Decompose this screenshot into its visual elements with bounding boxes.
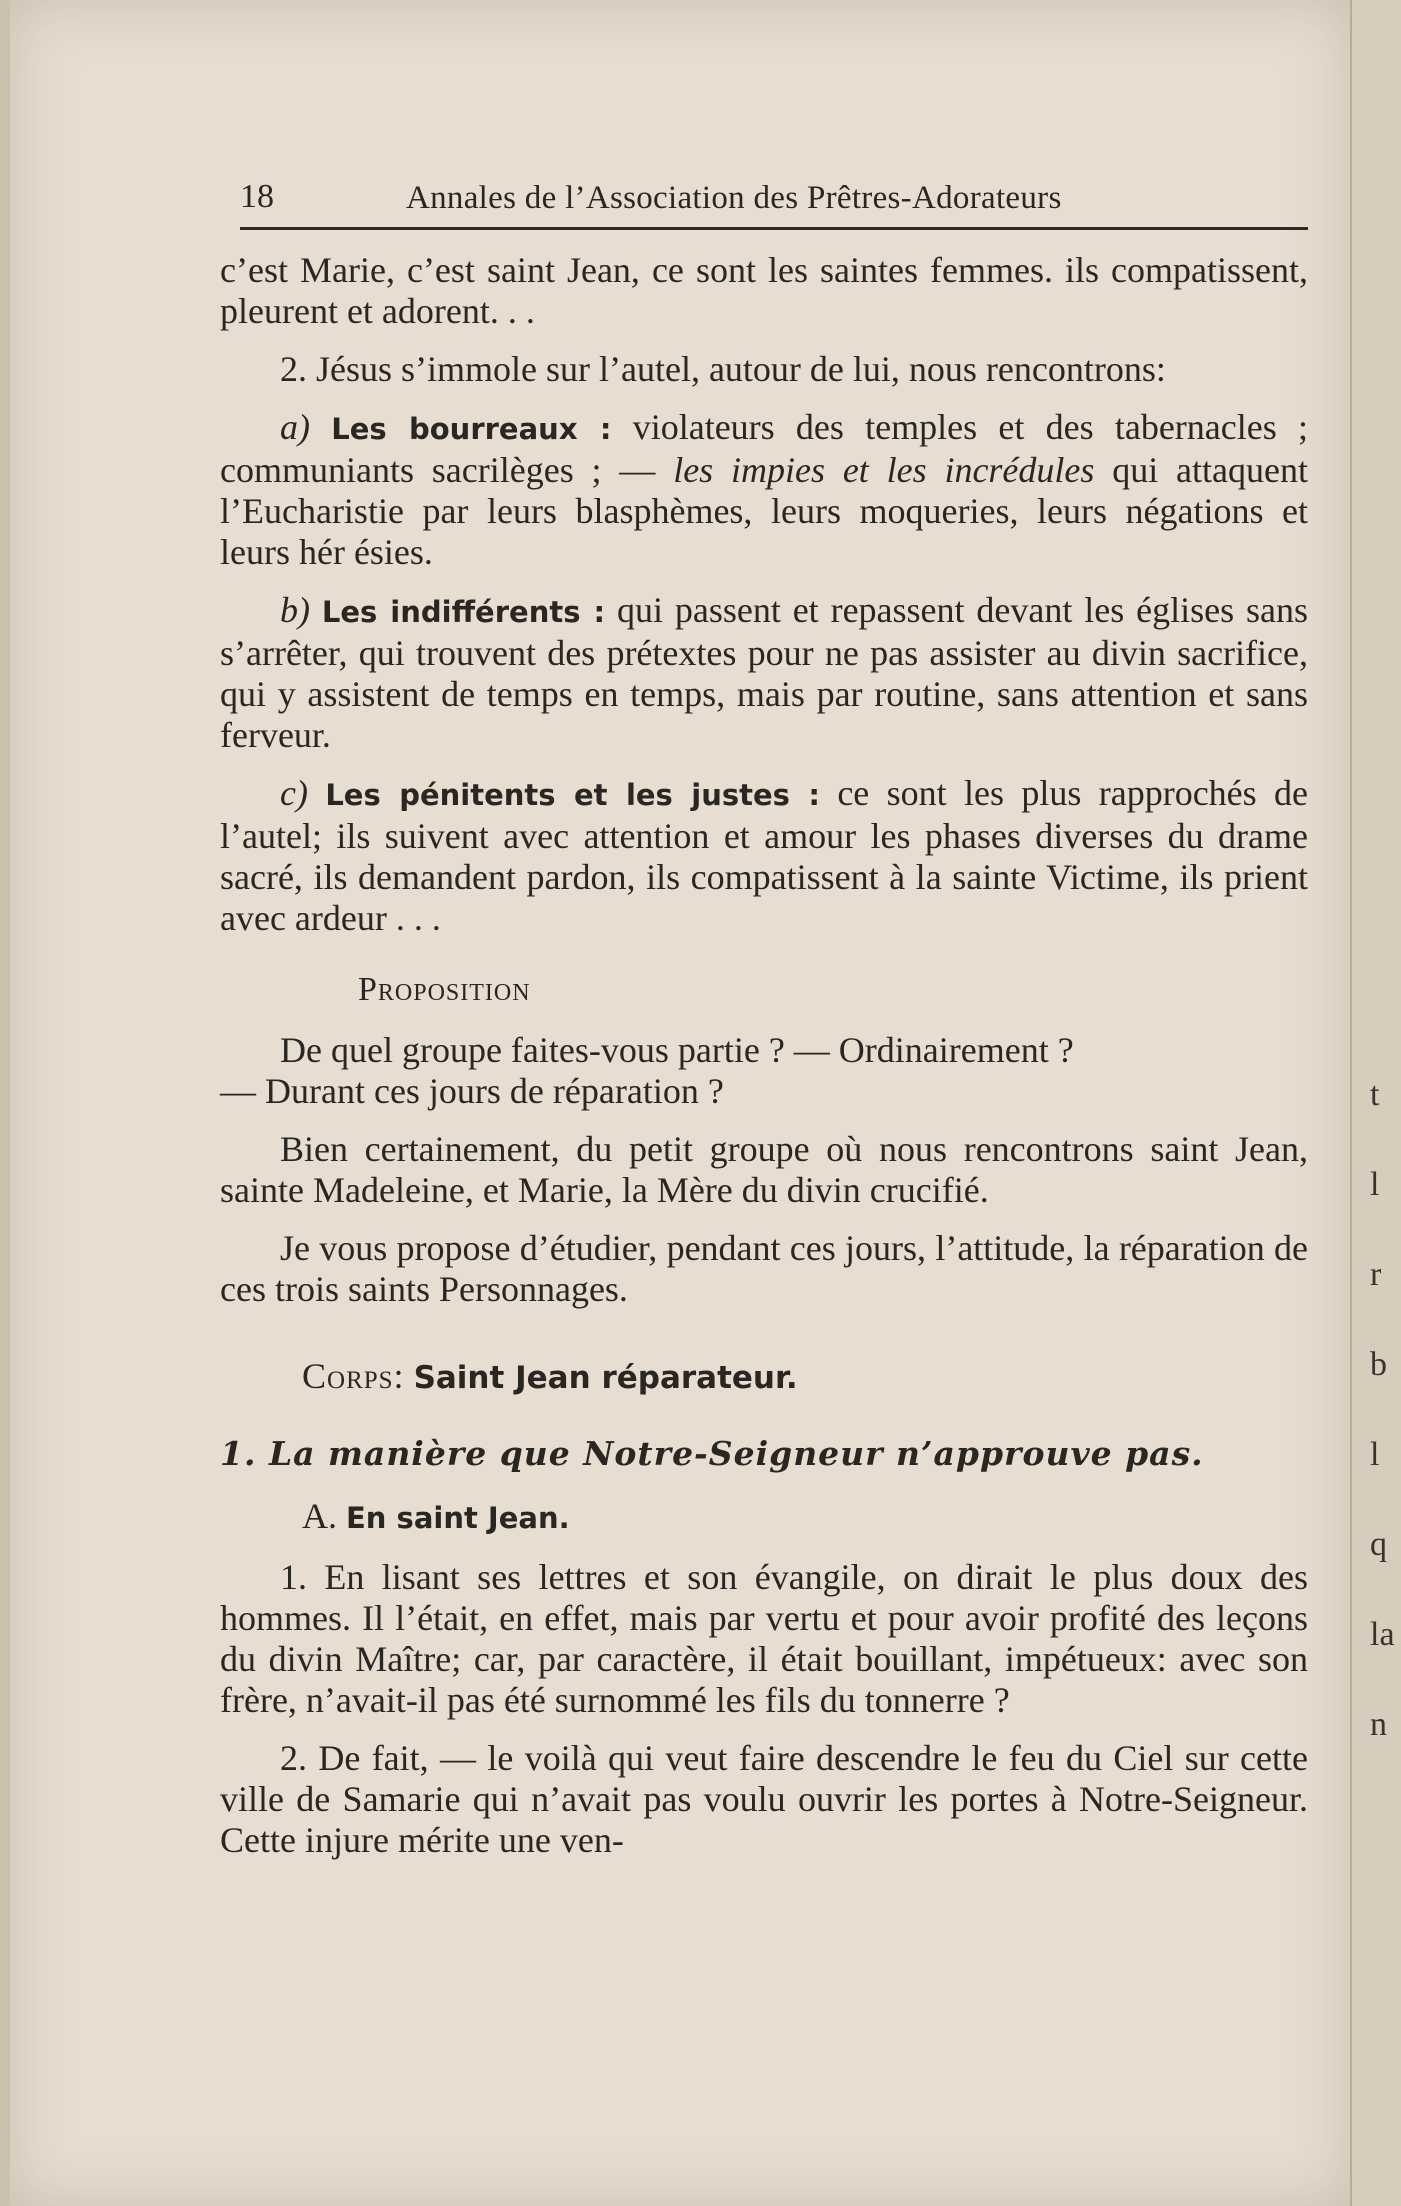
page-body xyxy=(220,250,1308,1878)
edge-letter: r xyxy=(1370,1256,1382,1293)
item-c-label: Les pénitents et les justes : xyxy=(325,778,820,812)
corps-label: Corps: xyxy=(302,1356,405,1396)
item-b-label: Les indifférents : xyxy=(321,595,606,629)
proposition-heading: Proposition xyxy=(358,971,531,1008)
paragraph-je: Je vous propose d’étudier, pendant ces jours, l’attitude, la réparation de ces trois saints Personnages. xyxy=(220,1228,1308,1309)
corps-title: Saint Jean réparateur. xyxy=(413,1360,798,1396)
question-line-2: — Durant ces jours de réparation ? xyxy=(220,1071,724,1111)
subheading-a-marker: A. xyxy=(302,1496,337,1536)
item-a-marker: a) xyxy=(280,407,310,447)
item-b-text: qui passent et repassent devant les églises sans s’arrêter, qui trouvent des prétextes pour ne pas assister au divin sacrifice, qui y assistent de temps en temps, mais par routine, sans attention et sans ferveur. xyxy=(220,590,1308,755)
edge-letter: la xyxy=(1370,1616,1395,1653)
item-a-label: Les bourreaux : xyxy=(331,412,612,446)
paragraph-n2: 2. De fait, — le voilà qui veut faire descendre le feu du Ciel sur cette ville de Samarie qui n’avait pas voulu ouvrir les portes à Notre-Seigneur. Cette injure mérite une ven- xyxy=(220,1738,1308,1860)
subheading-a xyxy=(302,1496,1308,1539)
item-a xyxy=(220,407,1308,573)
item-a-italic: les impies et les incrédules xyxy=(673,450,1095,490)
edge-letter: l xyxy=(1370,1436,1380,1473)
edge-letter: q xyxy=(1370,1526,1387,1563)
item-c-marker: c) xyxy=(280,773,308,813)
edge-letter: b xyxy=(1370,1346,1387,1383)
subheading-a-label: En saint Jean. xyxy=(346,1501,570,1535)
running-title: Annales de l’Association des Prêtres-Adorateurs xyxy=(406,180,1062,216)
running-header xyxy=(240,178,1308,232)
edge-letter: n xyxy=(1370,1706,1387,1743)
paragraph-intro: c’est Marie, c’est saint Jean, ce sont les saintes femmes. ils compatissent, pleurent et adorent. . . xyxy=(220,250,1308,331)
edge-letter: t xyxy=(1370,1076,1380,1113)
question-line-1: De quel groupe faites-vous partie ? — Ordinairement ? xyxy=(280,1030,1074,1070)
corps-heading xyxy=(302,1356,1308,1399)
paragraph-n1: 1. En lisant ses lettres et son évangile, on dirait le plus doux des hommes. Il l’était, en effet, mais par vertu et pour avoir profité des leçons du divin Maître; car, par caractère, il était bouillant, impétueux: avec son frère, n’avait-il pas été surnommé les fils du tonnerre ? xyxy=(220,1557,1308,1720)
section-heading-1: 1. La manière que Notre-Seigneur n’approuve pas. xyxy=(220,1434,1204,1473)
header-rule xyxy=(240,227,1308,230)
edge-letters xyxy=(1370,1050,1395,1770)
paragraph-2: 2. Jésus s’immole sur l’autel, autour de lui, nous rencontrons: xyxy=(280,349,1166,389)
item-a-text: violateurs des temples et des tabernacles ; communiants sacrilèges ; — xyxy=(220,407,1308,490)
edge-letter: l xyxy=(1370,1166,1380,1203)
page-number: 18 xyxy=(240,178,274,215)
item-c-text: ce sont les plus rapprochés de l’autel; ils suivent avec attention et amour les phases diverses du drame sacré, ils demandent pardon, ils compatissent à la sainte Victime, ils prient avec ardeur . . . xyxy=(220,773,1308,938)
item-b xyxy=(220,590,1308,756)
item-b-marker: b) xyxy=(280,590,310,630)
item-a-text-2: qui attaquent l’Eucharistie par leurs blasphèmes, leurs moqueries, leurs négations et leurs hér ésies. xyxy=(220,450,1308,572)
item-c xyxy=(220,773,1308,939)
paragraph-bien: Bien certainement, du petit groupe où nous rencontrons saint Jean, sainte Madeleine, et Marie, la Mère du divin crucifié. xyxy=(220,1129,1308,1210)
